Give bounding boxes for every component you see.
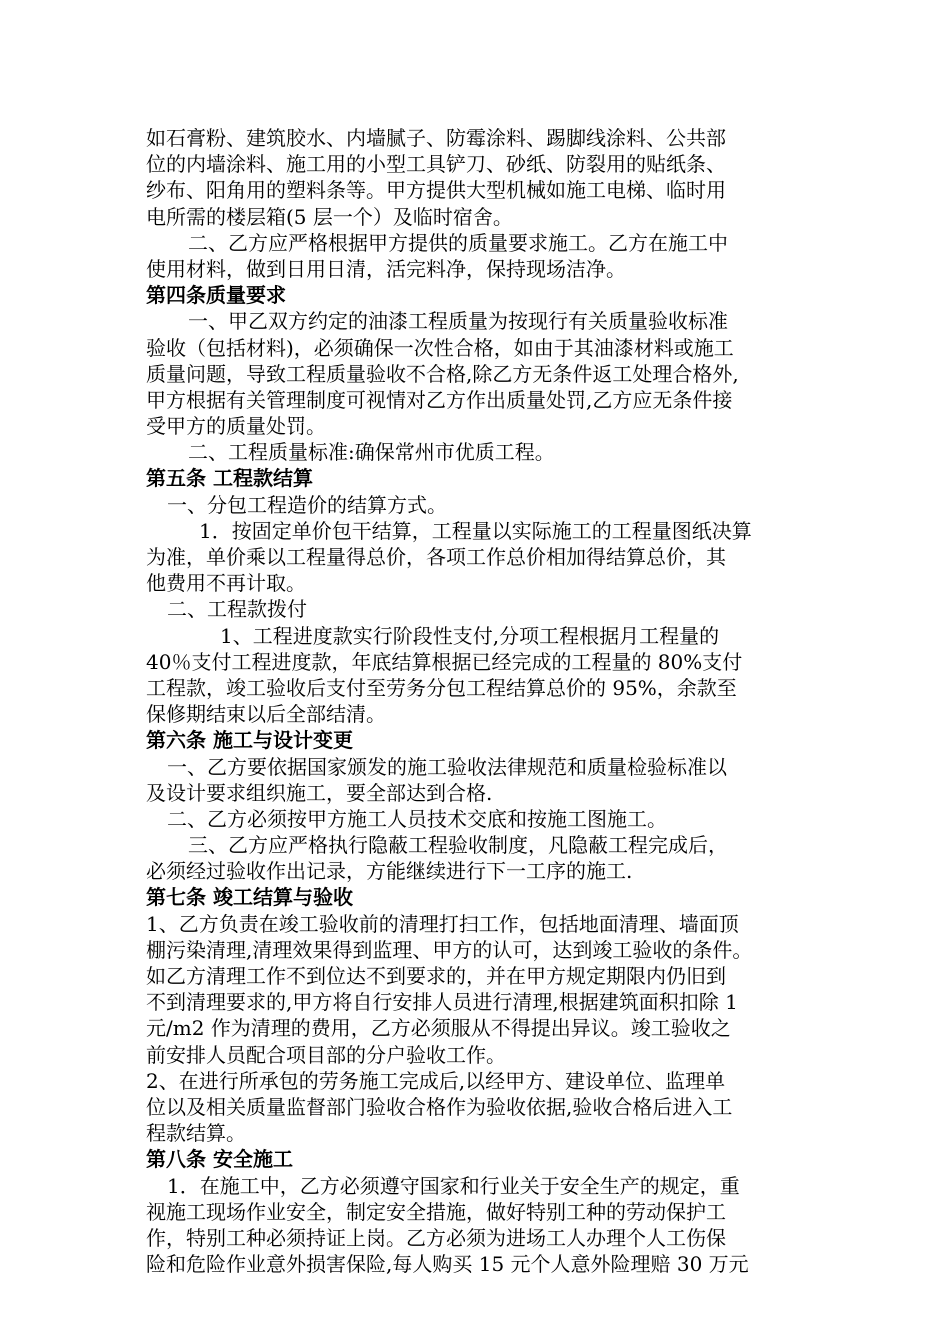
paragraph-line: 二、乙方必须按甲方施工人员技术交底和按施工图施工。	[167, 806, 667, 831]
paragraph-line: 如石膏粉、建筑胶水、内墙腻子、防霉涂料、踢脚线涂料、公共部	[146, 126, 726, 150]
paragraph-line: 不到清理要求的,甲方将自行安排人员进行清理,根据建筑面积扣除 1	[146, 990, 738, 1015]
document-body	[146, 125, 816, 1277]
paragraph-line: 纱布、阳角用的塑料条等。甲方提供大型机械如施工电梯、临时用	[146, 178, 726, 203]
paragraph-line: 视施工现场作业安全，制定安全措施，做好特别工种的劳动保护工	[146, 1199, 726, 1224]
paragraph-line: 质量问题，导致工程质量验收不合格,除乙方无条件返工处理合格外,	[146, 361, 739, 386]
paragraph-line: 二、工程质量标准:确保常州市优质工程。	[188, 440, 555, 465]
section-heading: 第八条 安全施工	[146, 1147, 293, 1172]
paragraph-line: 位的内墙涂料、施工用的小型工具铲刀、砂纸、防裂用的贴纸条、	[146, 152, 726, 177]
paragraph-line: 险和危险作业意外损害保险,每人购买 15 元个人意外险理赔 30 万元	[146, 1252, 749, 1277]
paragraph-line: 一、乙方要依据国家颁发的施工验收法律规范和质量检验标准以	[167, 754, 727, 779]
paragraph-line: 40％支付工程进度款，年底结算根据已经完成的工程量的 80%支付	[146, 649, 743, 674]
paragraph-line: 一、甲乙双方约定的油漆工程质量为按现行有关质量验收标准	[188, 309, 728, 334]
paragraph-line: 位以及相关质量监督部门验收合格作为验收依据,验收合格后进入工	[146, 1094, 733, 1119]
paragraph-line: 1．在施工中，乙方必须遵守国家和行业关于安全生产的规定，重	[167, 1173, 740, 1198]
paragraph-line: 程款结算。	[146, 1121, 246, 1146]
paragraph-line: 为准，单价乘以工程量得总价，各项工作总价相加得结算总价，其	[146, 545, 726, 569]
paragraph-line: 使用材料，做到日用日清，活完料净，保持现场洁净。	[146, 256, 626, 281]
paragraph-line: 三、乙方应严格执行隐蔽工程验收制度，凡隐蔽工程完成后，	[188, 833, 728, 858]
paragraph-line: 1、工程进度款实行阶段性支付,分项工程根据月工程量的	[220, 623, 720, 648]
paragraph-line: 工程款，竣工验收后支付至劳务分包工程结算总价的 95%，余款至	[146, 675, 737, 700]
paragraph-line: 电所需的楼层箱(5 层一个）及临时宿舍。	[146, 204, 513, 229]
paragraph-line: 必须经过验收作出记录，方能继续进行下一工序的施工.	[146, 859, 633, 884]
section-heading: 第四条质量要求	[146, 283, 286, 308]
paragraph-line: 及设计要求组织施工，要全部达到合格.	[146, 780, 493, 805]
section-heading: 第七条 竣工结算与验收	[146, 885, 353, 910]
paragraph-line: 他费用不再计取。	[146, 571, 306, 596]
paragraph-line: 一、分包工程造价的结算方式。	[167, 492, 447, 517]
paragraph-line: 元/m2 作为清理的费用，乙方必须服从不得提出异议。竣工验收之	[146, 1016, 731, 1041]
paragraph-line: 前安排人员配合项目部的分户验收工作。	[146, 1042, 506, 1067]
paragraph-line: 验收（包括材料)，必须确保一次性合格，如由于其油漆材料或施工	[146, 335, 734, 360]
paragraph-line: 二、工程款拨付	[167, 597, 307, 622]
section-heading: 第五条 工程款结算	[146, 466, 313, 491]
paragraph-line: 如乙方清理工作不到位达不到要求的，并在甲方规定期限内仍旧到	[146, 964, 726, 988]
section-heading: 第六条 施工与设计变更	[146, 728, 353, 753]
paragraph-line: 作，特别工种必须持证上岗。乙方必须为进场工人办理个人工伤保	[146, 1225, 726, 1250]
paragraph-line: 二、乙方应严格根据甲方提供的质量要求施工。乙方在施工中	[188, 230, 728, 255]
paragraph-line: 保修期结束以后全部结清。	[146, 702, 386, 727]
paragraph-line: 受甲方的质量处罚。	[146, 414, 326, 439]
paragraph-line: 1．按固定单价包干结算，工程量以实际施工的工程量图纸决算	[199, 518, 752, 543]
paragraph-line: 2、在进行所承包的劳务施工完成后,以经甲方、建设单位、监理单	[146, 1068, 726, 1093]
paragraph-line: 甲方根据有关管理制度可视情对乙方作出质量处罚,乙方应无条件接	[146, 387, 733, 412]
paragraph-line: 棚污染清理,清理效果得到监理、甲方的认可，达到竣工验收的条件。	[146, 937, 753, 962]
paragraph-line: 1、乙方负责在竣工验收前的清理打扫工作，包括地面清理、墙面顶	[146, 911, 739, 936]
